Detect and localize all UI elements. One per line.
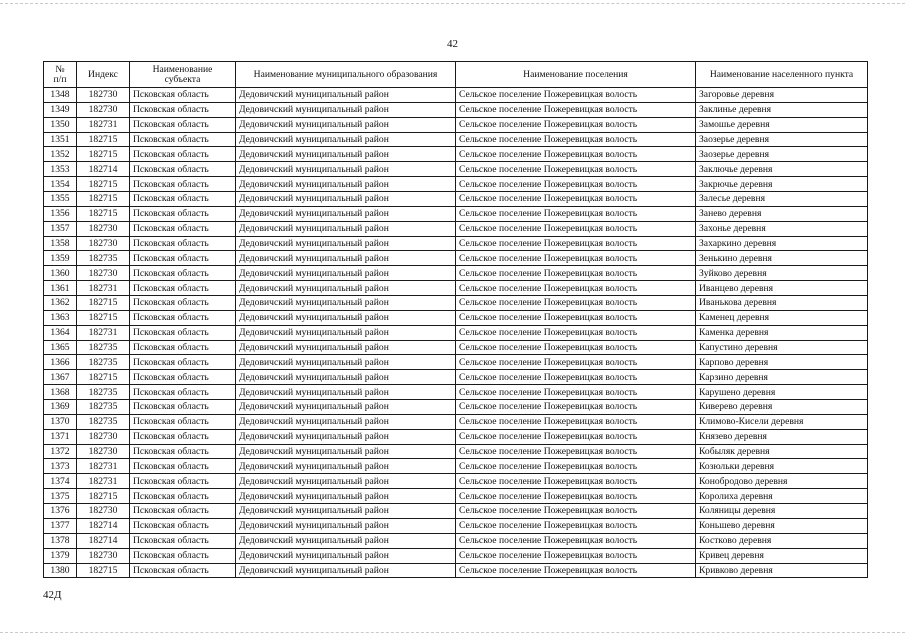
cell-num: 1379 bbox=[44, 548, 77, 563]
header-subject-line-2: субъекта bbox=[164, 73, 201, 85]
page-number: 42 bbox=[447, 38, 458, 50]
cell-settlement: Сельское поселение Пожеревицкая волость bbox=[456, 147, 696, 162]
table-row bbox=[44, 504, 868, 519]
cell-settlement: Сельское поселение Пожеревицкая волость bbox=[456, 370, 696, 385]
cell-index: 182730 bbox=[77, 504, 130, 519]
table-row bbox=[44, 281, 868, 296]
cell-municipality: Дедовичский муниципальный район bbox=[236, 177, 456, 192]
cell-num: 1365 bbox=[44, 340, 77, 355]
cell-settlement: Сельское поселение Пожеревицкая волость bbox=[456, 400, 696, 415]
cell-municipality: Дедовичский муниципальный район bbox=[236, 296, 456, 311]
cell-index: 182730 bbox=[77, 88, 130, 103]
table-row bbox=[44, 147, 868, 162]
cell-subject: Псковская область bbox=[130, 518, 236, 533]
table-row bbox=[44, 236, 868, 251]
cell-index: 182715 bbox=[77, 132, 130, 147]
cell-municipality: Дедовичский муниципальный район bbox=[236, 310, 456, 325]
cell-settlement: Сельское поселение Пожеревицкая волость bbox=[456, 132, 696, 147]
cell-settlement: Сельское поселение Пожеревицкая волость bbox=[456, 117, 696, 132]
table-row bbox=[44, 162, 868, 177]
header-num bbox=[44, 62, 77, 88]
table-row bbox=[44, 102, 868, 117]
cell-subject: Псковская область bbox=[130, 177, 236, 192]
cell-num: 1359 bbox=[44, 251, 77, 266]
cell-index: 182731 bbox=[77, 117, 130, 132]
table-row bbox=[44, 355, 868, 370]
cell-num: 1358 bbox=[44, 236, 77, 251]
cell-locality: Кривец деревня bbox=[696, 548, 868, 563]
cell-num: 1368 bbox=[44, 385, 77, 400]
cell-locality: Коляницы деревня bbox=[696, 504, 868, 519]
cell-index: 182714 bbox=[77, 518, 130, 533]
cell-settlement: Сельское поселение Пожеревицкая волость bbox=[456, 504, 696, 519]
header-num-line-2: п/п bbox=[53, 73, 67, 85]
cell-num: 1369 bbox=[44, 400, 77, 415]
cell-num: 1363 bbox=[44, 310, 77, 325]
table-row bbox=[44, 192, 868, 207]
cell-index: 182735 bbox=[77, 414, 130, 429]
cell-locality: Капустино деревня bbox=[696, 340, 868, 355]
cell-subject: Псковская область bbox=[130, 474, 236, 489]
cell-index: 182715 bbox=[77, 192, 130, 207]
cell-subject: Псковская область bbox=[130, 162, 236, 177]
table-row bbox=[44, 429, 868, 444]
cell-num: 1361 bbox=[44, 281, 77, 296]
cell-settlement: Сельское поселение Пожеревицкая волость bbox=[456, 266, 696, 281]
cell-municipality: Дедовичский муниципальный район bbox=[236, 563, 456, 578]
cell-num: 1357 bbox=[44, 221, 77, 236]
header-subject-line-1: Наименование bbox=[152, 63, 213, 75]
cell-locality: Карзино деревня bbox=[696, 370, 868, 385]
cell-locality: Карушено деревня bbox=[696, 385, 868, 400]
cell-municipality: Дедовичский муниципальный район bbox=[236, 489, 456, 504]
cell-subject: Псковская область bbox=[130, 444, 236, 459]
cell-municipality: Дедовичский муниципальный район bbox=[236, 444, 456, 459]
cell-index: 182730 bbox=[77, 102, 130, 117]
table-row bbox=[44, 370, 868, 385]
cell-locality: Загоровье деревня bbox=[696, 88, 868, 103]
cell-locality: Кобыляк деревня bbox=[696, 444, 868, 459]
cell-settlement: Сельское поселение Пожеревицкая волость bbox=[456, 385, 696, 400]
cell-locality: Князево деревня bbox=[696, 429, 868, 444]
cell-settlement: Сельское поселение Пожеревицкая волость bbox=[456, 459, 696, 474]
cell-municipality: Дедовичский муниципальный район bbox=[236, 236, 456, 251]
cell-index: 182715 bbox=[77, 489, 130, 504]
cell-municipality: Дедовичский муниципальный район bbox=[236, 132, 456, 147]
cell-subject: Псковская область bbox=[130, 102, 236, 117]
cell-index: 182714 bbox=[77, 533, 130, 548]
cell-settlement: Сельское поселение Пожеревицкая волость bbox=[456, 414, 696, 429]
cell-num: 1350 bbox=[44, 117, 77, 132]
cell-num: 1362 bbox=[44, 296, 77, 311]
cell-index: 182715 bbox=[77, 296, 130, 311]
cell-municipality: Дедовичский муниципальный район bbox=[236, 355, 456, 370]
table-row bbox=[44, 296, 868, 311]
cell-locality: Заозерье деревня bbox=[696, 147, 868, 162]
cell-locality: Замошье деревня bbox=[696, 117, 868, 132]
cell-num: 1351 bbox=[44, 132, 77, 147]
cell-settlement: Сельское поселение Пожеревицкая волость bbox=[456, 221, 696, 236]
cell-num: 1372 bbox=[44, 444, 77, 459]
cell-index: 182730 bbox=[77, 444, 130, 459]
header-index: Индекс bbox=[77, 62, 130, 88]
cell-locality: Конобродово деревня bbox=[696, 474, 868, 489]
cell-num: 1366 bbox=[44, 355, 77, 370]
cell-subject: Псковская область bbox=[130, 400, 236, 415]
cell-index: 182715 bbox=[77, 310, 130, 325]
cell-num: 1367 bbox=[44, 370, 77, 385]
cell-settlement: Сельское поселение Пожеревицкая волость bbox=[456, 355, 696, 370]
cell-municipality: Дедовичский муниципальный район bbox=[236, 400, 456, 415]
cell-settlement: Сельское поселение Пожеревицкая волость bbox=[456, 474, 696, 489]
cell-index: 182730 bbox=[77, 429, 130, 444]
cell-subject: Псковская область bbox=[130, 88, 236, 103]
table-row bbox=[44, 251, 868, 266]
cell-index: 182731 bbox=[77, 281, 130, 296]
cell-subject: Псковская область bbox=[130, 489, 236, 504]
cell-settlement: Сельское поселение Пожеревицкая волость bbox=[456, 162, 696, 177]
cell-num: 1370 bbox=[44, 414, 77, 429]
cell-municipality: Дедовичский муниципальный район bbox=[236, 340, 456, 355]
cell-settlement: Сельское поселение Пожеревицкая волость bbox=[456, 429, 696, 444]
cell-subject: Псковская область bbox=[130, 192, 236, 207]
cell-municipality: Дедовичский муниципальный район bbox=[236, 192, 456, 207]
cell-municipality: Дедовичский муниципальный район bbox=[236, 474, 456, 489]
table-row bbox=[44, 206, 868, 221]
cell-settlement: Сельское поселение Пожеревицкая волость bbox=[456, 251, 696, 266]
footer-code: 42Д bbox=[43, 589, 62, 601]
cell-index: 182735 bbox=[77, 340, 130, 355]
scan-edge-bottom bbox=[0, 632, 905, 633]
cell-subject: Псковская область bbox=[130, 251, 236, 266]
table-row bbox=[44, 444, 868, 459]
cell-municipality: Дедовичский муниципальный район bbox=[236, 370, 456, 385]
cell-index: 182735 bbox=[77, 355, 130, 370]
cell-locality: Занево деревня bbox=[696, 206, 868, 221]
cell-locality: Заклинье деревня bbox=[696, 102, 868, 117]
table-body bbox=[44, 88, 868, 578]
cell-index: 182735 bbox=[77, 400, 130, 415]
cell-subject: Псковская область bbox=[130, 370, 236, 385]
cell-settlement: Сельское поселение Пожеревицкая волость bbox=[456, 236, 696, 251]
cell-subject: Псковская область bbox=[130, 533, 236, 548]
cell-settlement: Сельское поселение Пожеревицкая волость bbox=[456, 518, 696, 533]
cell-municipality: Дедовичский муниципальный район bbox=[236, 518, 456, 533]
cell-municipality: Дедовичский муниципальный район bbox=[236, 221, 456, 236]
cell-locality: Коньшево деревня bbox=[696, 518, 868, 533]
cell-index: 182715 bbox=[77, 147, 130, 162]
cell-locality: Каменка деревня bbox=[696, 325, 868, 340]
cell-locality: Кривково деревня bbox=[696, 563, 868, 578]
cell-num: 1348 bbox=[44, 88, 77, 103]
cell-locality: Карпово деревня bbox=[696, 355, 868, 370]
cell-index: 182715 bbox=[77, 206, 130, 221]
table-row bbox=[44, 117, 868, 132]
cell-municipality: Дедовичский муниципальный район bbox=[236, 251, 456, 266]
cell-settlement: Сельское поселение Пожеревицкая волость bbox=[456, 310, 696, 325]
cell-settlement: Сельское поселение Пожеревицкая волость bbox=[456, 192, 696, 207]
cell-settlement: Сельское поселение Пожеревицкая волость bbox=[456, 325, 696, 340]
cell-num: 1376 bbox=[44, 504, 77, 519]
header-subject bbox=[130, 62, 236, 88]
cell-index: 182735 bbox=[77, 385, 130, 400]
cell-num: 1360 bbox=[44, 266, 77, 281]
cell-num: 1354 bbox=[44, 177, 77, 192]
cell-num: 1378 bbox=[44, 533, 77, 548]
cell-num: 1352 bbox=[44, 147, 77, 162]
cell-index: 182715 bbox=[77, 177, 130, 192]
cell-locality: Иванцево деревня bbox=[696, 281, 868, 296]
cell-municipality: Дедовичский муниципальный район bbox=[236, 102, 456, 117]
cell-settlement: Сельское поселение Пожеревицкая волость bbox=[456, 444, 696, 459]
cell-index: 182735 bbox=[77, 251, 130, 266]
table-row bbox=[44, 548, 868, 563]
cell-settlement: Сельское поселение Пожеревицкая волость bbox=[456, 88, 696, 103]
header-settlement: Наименование поселения bbox=[456, 62, 696, 88]
cell-num: 1377 bbox=[44, 518, 77, 533]
table-row bbox=[44, 310, 868, 325]
cell-municipality: Дедовичский муниципальный район bbox=[236, 281, 456, 296]
header-municipality: Наименование муниципального образования bbox=[236, 62, 456, 88]
cell-municipality: Дедовичский муниципальный район bbox=[236, 385, 456, 400]
cell-subject: Псковская область bbox=[130, 414, 236, 429]
cell-subject: Псковская область bbox=[130, 117, 236, 132]
cell-municipality: Дедовичский муниципальный район bbox=[236, 266, 456, 281]
cell-settlement: Сельское поселение Пожеревицкая волость bbox=[456, 340, 696, 355]
cell-subject: Псковская область bbox=[130, 206, 236, 221]
cell-municipality: Дедовичский муниципальный район bbox=[236, 88, 456, 103]
table-row bbox=[44, 221, 868, 236]
table-header-row bbox=[44, 62, 868, 88]
header-locality: Наименование населенного пункта bbox=[696, 62, 868, 88]
cell-subject: Псковская область bbox=[130, 563, 236, 578]
cell-municipality: Дедовичский муниципальный район bbox=[236, 504, 456, 519]
cell-municipality: Дедовичский муниципальный район bbox=[236, 117, 456, 132]
table-row bbox=[44, 533, 868, 548]
cell-index: 182731 bbox=[77, 325, 130, 340]
cell-locality: Костково деревня bbox=[696, 533, 868, 548]
cell-index: 182730 bbox=[77, 548, 130, 563]
cell-locality: Зенькино деревня bbox=[696, 251, 868, 266]
table-row bbox=[44, 177, 868, 192]
cell-subject: Псковская область bbox=[130, 355, 236, 370]
cell-subject: Псковская область bbox=[130, 310, 236, 325]
cell-index: 182715 bbox=[77, 370, 130, 385]
table-row bbox=[44, 385, 868, 400]
table-row bbox=[44, 132, 868, 147]
cell-subject: Псковская область bbox=[130, 459, 236, 474]
cell-settlement: Сельское поселение Пожеревицкая волость bbox=[456, 563, 696, 578]
cell-locality: Каменец деревня bbox=[696, 310, 868, 325]
cell-locality: Козюльки деревня bbox=[696, 459, 868, 474]
table-row bbox=[44, 474, 868, 489]
cell-subject: Псковская область bbox=[130, 296, 236, 311]
table-row bbox=[44, 340, 868, 355]
cell-subject: Псковская область bbox=[130, 132, 236, 147]
cell-locality: Иванькова деревня bbox=[696, 296, 868, 311]
cell-settlement: Сельское поселение Пожеревицкая волость bbox=[456, 489, 696, 504]
cell-locality: Климово-Кисели деревня bbox=[696, 414, 868, 429]
table-row bbox=[44, 459, 868, 474]
cell-municipality: Дедовичский муниципальный район bbox=[236, 147, 456, 162]
cell-subject: Псковская область bbox=[130, 147, 236, 162]
cell-num: 1380 bbox=[44, 563, 77, 578]
cell-locality: Зуйково деревня bbox=[696, 266, 868, 281]
cell-settlement: Сельское поселение Пожеревицкая волость bbox=[456, 102, 696, 117]
cell-index: 182730 bbox=[77, 236, 130, 251]
cell-municipality: Дедовичский муниципальный район bbox=[236, 459, 456, 474]
cell-locality: Закрючье деревня bbox=[696, 177, 868, 192]
cell-subject: Псковская область bbox=[130, 325, 236, 340]
cell-municipality: Дедовичский муниципальный район bbox=[236, 429, 456, 444]
cell-locality: Киверево деревня bbox=[696, 400, 868, 415]
cell-num: 1371 bbox=[44, 429, 77, 444]
cell-settlement: Сельское поселение Пожеревицкая волость bbox=[456, 177, 696, 192]
cell-num: 1349 bbox=[44, 102, 77, 117]
cell-locality: Захаркино деревня bbox=[696, 236, 868, 251]
table-row bbox=[44, 325, 868, 340]
table-row bbox=[44, 518, 868, 533]
cell-index: 182731 bbox=[77, 459, 130, 474]
cell-index: 182730 bbox=[77, 266, 130, 281]
cell-num: 1355 bbox=[44, 192, 77, 207]
cell-index: 182715 bbox=[77, 563, 130, 578]
cell-subject: Псковская область bbox=[130, 385, 236, 400]
cell-locality: Захонье деревня bbox=[696, 221, 868, 236]
cell-locality: Заключье деревня bbox=[696, 162, 868, 177]
table-row bbox=[44, 400, 868, 415]
cell-subject: Псковская область bbox=[130, 281, 236, 296]
cell-subject: Псковская область bbox=[130, 236, 236, 251]
cell-settlement: Сельское поселение Пожеревицкая волость bbox=[456, 533, 696, 548]
cell-subject: Псковская область bbox=[130, 504, 236, 519]
cell-index: 182714 bbox=[77, 162, 130, 177]
cell-subject: Псковская область bbox=[130, 266, 236, 281]
cell-locality: Залесье деревня bbox=[696, 192, 868, 207]
cell-locality: Королиха деревня bbox=[696, 489, 868, 504]
table-row bbox=[44, 266, 868, 281]
settlements-table bbox=[43, 61, 868, 578]
table-row bbox=[44, 489, 868, 504]
cell-municipality: Дедовичский муниципальный район bbox=[236, 548, 456, 563]
cell-municipality: Дедовичский муниципальный район bbox=[236, 414, 456, 429]
cell-index: 182731 bbox=[77, 474, 130, 489]
cell-settlement: Сельское поселение Пожеревицкая волость bbox=[456, 206, 696, 221]
scan-edge-top bbox=[0, 3, 905, 4]
cell-num: 1353 bbox=[44, 162, 77, 177]
table-row bbox=[44, 563, 868, 578]
cell-settlement: Сельское поселение Пожеревицкая волость bbox=[456, 548, 696, 563]
cell-municipality: Дедовичский муниципальный район bbox=[236, 533, 456, 548]
cell-num: 1373 bbox=[44, 459, 77, 474]
cell-num: 1356 bbox=[44, 206, 77, 221]
table-row bbox=[44, 88, 868, 103]
cell-index: 182730 bbox=[77, 221, 130, 236]
cell-subject: Псковская область bbox=[130, 548, 236, 563]
cell-subject: Псковская область bbox=[130, 340, 236, 355]
cell-settlement: Сельское поселение Пожеревицкая волость bbox=[456, 281, 696, 296]
cell-settlement: Сельское поселение Пожеревицкая волость bbox=[456, 296, 696, 311]
cell-locality: Заозерье деревня bbox=[696, 132, 868, 147]
cell-num: 1364 bbox=[44, 325, 77, 340]
cell-municipality: Дедовичский муниципальный район bbox=[236, 206, 456, 221]
cell-num: 1375 bbox=[44, 489, 77, 504]
table-row bbox=[44, 414, 868, 429]
cell-municipality: Дедовичский муниципальный район bbox=[236, 162, 456, 177]
cell-num: 1374 bbox=[44, 474, 77, 489]
cell-subject: Псковская область bbox=[130, 221, 236, 236]
cell-municipality: Дедовичский муниципальный район bbox=[236, 325, 456, 340]
cell-subject: Псковская область bbox=[130, 429, 236, 444]
header-num-line-1: № bbox=[55, 63, 65, 75]
